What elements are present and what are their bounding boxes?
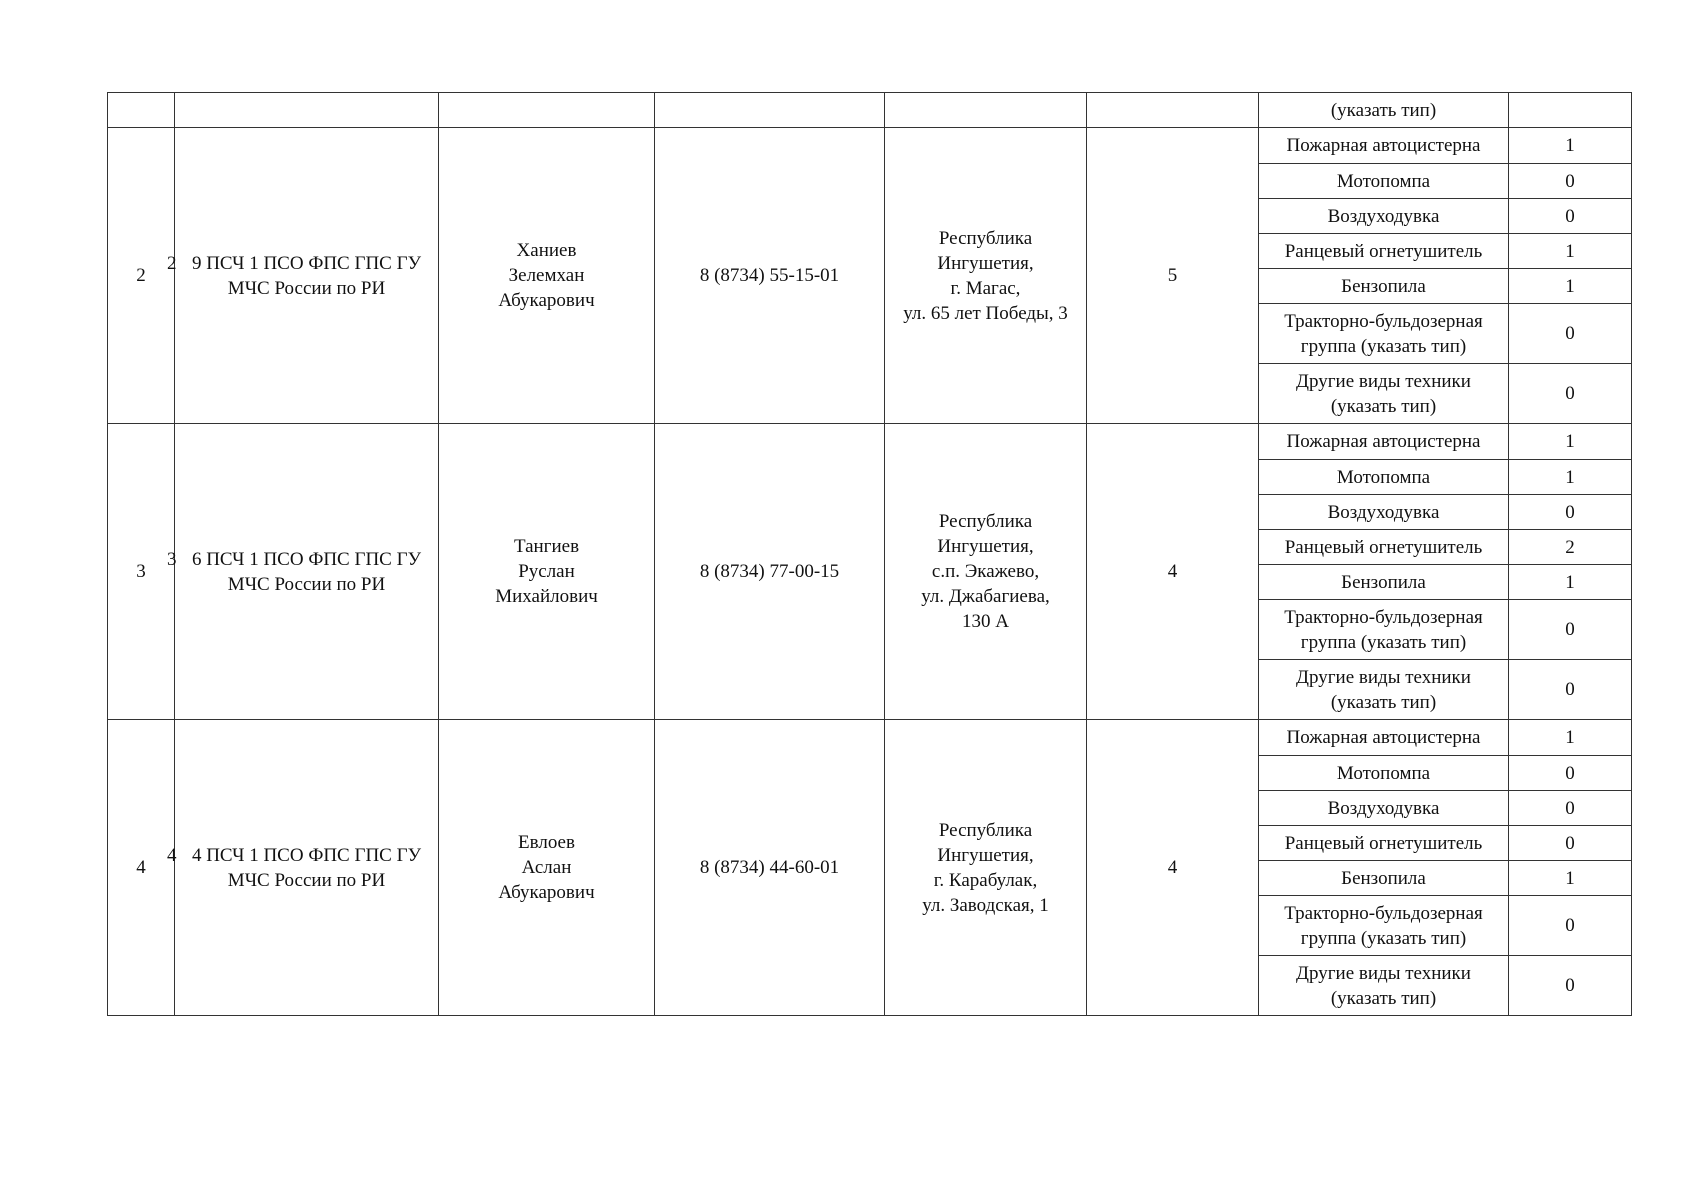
table-row bbox=[108, 424, 1632, 460]
equipment-qty: 0 bbox=[1509, 791, 1632, 826]
equipment-name: Бензопила bbox=[1259, 269, 1509, 304]
equipment-name: Пожарная автоцистерна bbox=[1259, 424, 1509, 460]
equipment-name: Бензопила bbox=[1259, 565, 1509, 600]
equipment-name: Другие виды техники (указать тип) bbox=[1259, 364, 1509, 424]
unit-name: 9 ПСЧ 1 ПСО ФПС ГПС ГУ МЧС России по РИ bbox=[191, 252, 422, 299]
equipment-name: Мотопомпа bbox=[1259, 460, 1509, 495]
cell-empty bbox=[885, 93, 1087, 128]
cell-empty bbox=[175, 93, 439, 128]
equipment-name: Мотопомпа bbox=[1259, 756, 1509, 791]
equipment-name: Воздуходувка bbox=[1259, 199, 1509, 234]
cell-empty bbox=[1509, 93, 1632, 128]
equipment-qty: 1 bbox=[1509, 565, 1632, 600]
head-name: Евлоев Аслан Абукарович bbox=[439, 720, 655, 1016]
table-row-continuation bbox=[108, 93, 1632, 128]
equipment-name: Воздуходувка bbox=[1259, 791, 1509, 826]
equipment-table bbox=[107, 92, 1632, 1016]
unit-number: 3 bbox=[167, 548, 177, 570]
equipment-qty: 1 bbox=[1509, 720, 1632, 756]
unit-cell bbox=[167, 720, 439, 1016]
equipment-name: Тракторно-бульдозерная группа (указать тип) bbox=[1259, 600, 1509, 660]
unit-number: 2 bbox=[167, 252, 177, 274]
equipment-qty: 1 bbox=[1509, 269, 1632, 304]
equipment-qty: 1 bbox=[1509, 424, 1632, 460]
cell-empty bbox=[108, 93, 175, 128]
equipment-qty: 0 bbox=[1509, 896, 1632, 956]
table-row bbox=[108, 128, 1632, 164]
equipment-name: Ранцевый огнетушитель bbox=[1259, 234, 1509, 269]
row-number: 3 bbox=[108, 424, 175, 720]
equipment-name: Пожарная автоцистерна bbox=[1259, 720, 1509, 756]
equipment-qty: 1 bbox=[1509, 861, 1632, 896]
equipment-qty: 1 bbox=[1509, 128, 1632, 164]
address: Республика Ингушетия, с.п. Экажево, ул. Джабагиева, 130 А bbox=[885, 424, 1087, 720]
equipment-note: (указать тип) bbox=[1259, 93, 1509, 128]
unit-name: 4 ПСЧ 1 ПСО ФПС ГПС ГУ МЧС России по РИ bbox=[191, 844, 422, 891]
row-number: 2 bbox=[108, 128, 175, 424]
equipment-name: Ранцевый огнетушитель bbox=[1259, 826, 1509, 861]
head-name: Тангиев Руслан Михайлович bbox=[439, 424, 655, 720]
cell-empty bbox=[1087, 93, 1259, 128]
personnel-count: 4 bbox=[1087, 720, 1259, 1016]
cell-empty bbox=[655, 93, 885, 128]
unit-cell bbox=[167, 128, 439, 424]
unit-cell bbox=[167, 424, 439, 720]
equipment-name: Бензопила bbox=[1259, 861, 1509, 896]
equipment-qty: 0 bbox=[1509, 756, 1632, 791]
equipment-name: Другие виды техники (указать тип) bbox=[1259, 660, 1509, 720]
equipment-qty: 0 bbox=[1509, 304, 1632, 364]
equipment-name: Пожарная автоцистерна bbox=[1259, 128, 1509, 164]
unit-number: 4 bbox=[167, 844, 177, 866]
table-row bbox=[108, 720, 1632, 756]
equipment-qty: 0 bbox=[1509, 364, 1632, 424]
equipment-name: Воздуходувка bbox=[1259, 495, 1509, 530]
equipment-qty: 0 bbox=[1509, 164, 1632, 199]
equipment-qty: 0 bbox=[1509, 660, 1632, 720]
personnel-count: 4 bbox=[1087, 424, 1259, 720]
equipment-qty: 2 bbox=[1509, 530, 1632, 565]
equipment-qty: 0 bbox=[1509, 956, 1632, 1016]
unit-name: 6 ПСЧ 1 ПСО ФПС ГПС ГУ МЧС России по РИ bbox=[191, 548, 422, 595]
equipment-qty: 0 bbox=[1509, 495, 1632, 530]
equipment-qty: 0 bbox=[1509, 199, 1632, 234]
equipment-qty: 1 bbox=[1509, 234, 1632, 269]
phone-number: 8 (8734) 55-15-01 bbox=[655, 128, 885, 424]
row-number: 4 bbox=[108, 720, 175, 1016]
address: Республика Ингушетия, г. Магас, ул. 65 лет Победы, 3 bbox=[885, 128, 1087, 424]
equipment-qty: 0 bbox=[1509, 600, 1632, 660]
equipment-name: Ранцевый огнетушитель bbox=[1259, 530, 1509, 565]
equipment-qty: 0 bbox=[1509, 826, 1632, 861]
equipment-name: Мотопомпа bbox=[1259, 164, 1509, 199]
phone-number: 8 (8734) 44-60-01 bbox=[655, 720, 885, 1016]
equipment-name: Тракторно-бульдозерная группа (указать тип) bbox=[1259, 896, 1509, 956]
address: Республика Ингушетия, г. Карабулак, ул. Заводская, 1 bbox=[885, 720, 1087, 1016]
personnel-count: 5 bbox=[1087, 128, 1259, 424]
equipment-name: Тракторно-бульдозерная группа (указать тип) bbox=[1259, 304, 1509, 364]
head-name: Ханиев Зелемхан Абукарович bbox=[439, 128, 655, 424]
equipment-qty: 1 bbox=[1509, 460, 1632, 495]
equipment-name: Другие виды техники (указать тип) bbox=[1259, 956, 1509, 1016]
cell-empty bbox=[439, 93, 655, 128]
phone-number: 8 (8734) 77-00-15 bbox=[655, 424, 885, 720]
